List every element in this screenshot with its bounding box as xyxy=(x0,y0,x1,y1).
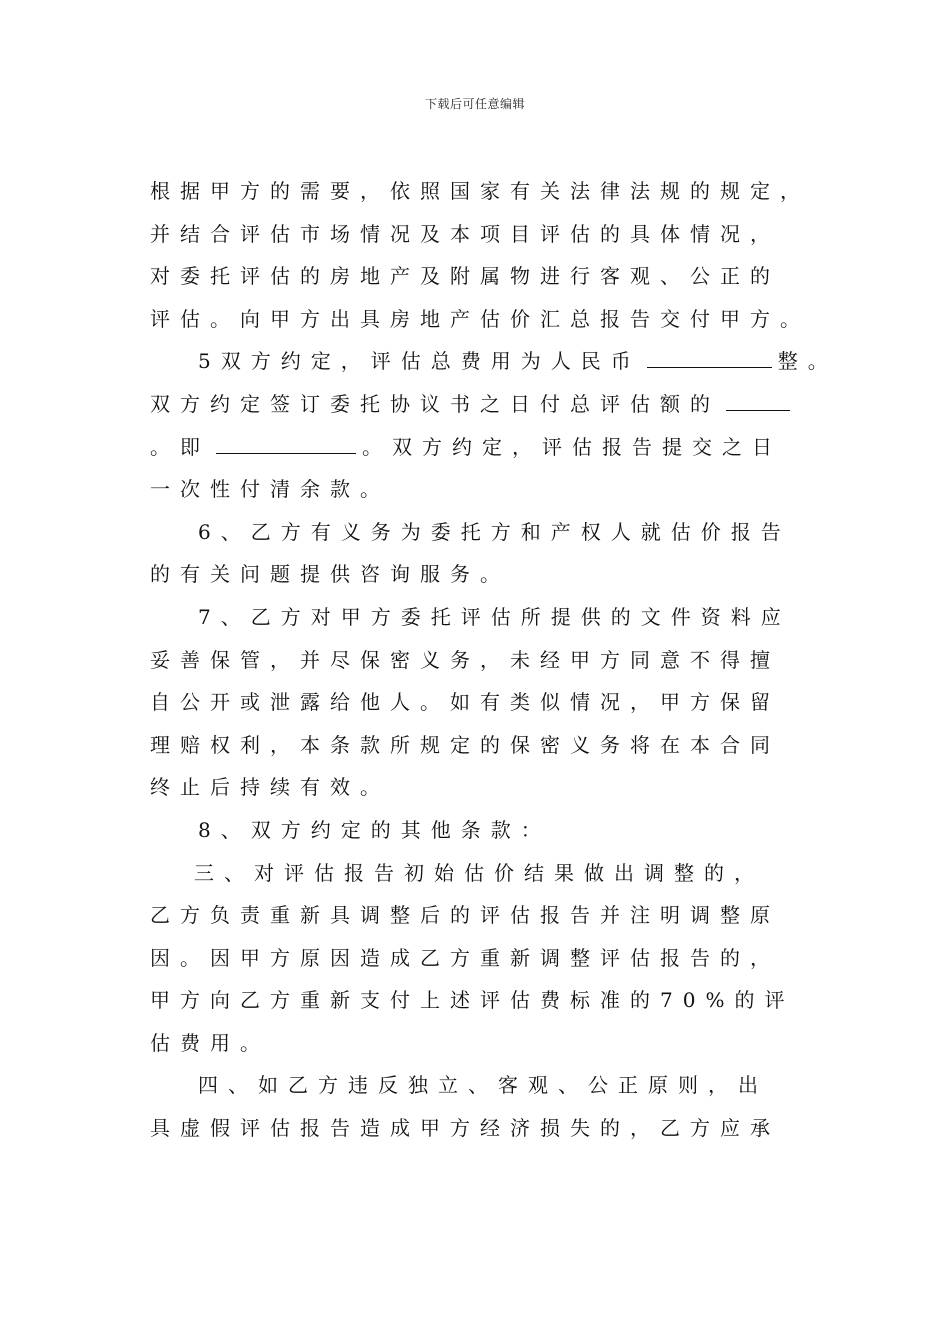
paragraph-line: 具虚假评估报告造成甲方经济损失的，乙方应承 xyxy=(150,1116,780,1141)
clause-6-line: 6、乙方有义务为委托方和产权人就估价报告 xyxy=(198,519,791,544)
payment-amount-prefix: 。即 xyxy=(150,434,210,459)
paragraph-line: 估费用。 xyxy=(150,1030,270,1055)
payment-amount-suffix: 。双方约定，评估报告提交之日 xyxy=(362,434,782,459)
fee-clause-text: 5双方约定，评估总费用为人民币 xyxy=(198,349,641,374)
paragraph-line: 并结合评估市场情况及本项目评估的具体情况， xyxy=(150,221,780,246)
paragraph-line: 评估。向甲方出具房地产估价汇总报告交付甲方。 xyxy=(150,306,810,331)
payment-clause-line xyxy=(150,383,840,426)
paragraph-line: 对委托评估的房地产及附属物进行客观、公正的 xyxy=(150,264,780,289)
fee-clause-suffix: 整。 xyxy=(777,349,838,374)
paragraph-line: 的有关问题提供咨询服务。 xyxy=(150,562,510,587)
paragraph-line: 甲方向乙方重新支付上述评估费标准的70%的评 xyxy=(150,988,795,1013)
payment-amount-line xyxy=(150,426,840,469)
paragraph-line: 一次性付清余款。 xyxy=(150,477,390,502)
paragraph-line: 终止后持续有效。 xyxy=(150,775,390,800)
payment-clause-text: 双方约定签订委托协议书之日付总评估额的 xyxy=(150,391,720,416)
clause-8-line: 8、双方约定的其他条款： xyxy=(198,817,551,842)
payment-ratio-blank xyxy=(726,390,790,411)
page-header: 下载后可任意编辑 xyxy=(424,97,525,111)
paragraph-line: 因。因甲方原因造成乙方重新调整评估报告的， xyxy=(150,945,780,970)
paragraph-line: 乙方负责重新具调整后的评估报告并注明调整原 xyxy=(150,903,780,928)
clause-7-line: 7、乙方对甲方委托评估所提供的文件资料应 xyxy=(198,604,791,629)
fee-amount-blank xyxy=(647,347,772,368)
contract-body xyxy=(150,170,840,1150)
section-3-line: 三、对评估报告初始估价结果做出调整的， xyxy=(194,860,764,885)
paragraph-line: 根据甲方的需要，依照国家有关法律法规的规定， xyxy=(150,179,810,203)
fee-clause-line xyxy=(150,340,840,383)
section-4-line: 四、如乙方违反独立、客观、公正原则，出 xyxy=(198,1073,768,1098)
payment-amount-blank xyxy=(216,433,356,454)
paragraph-line: 自公开或泄露给他人。如有类似情况，甲方保留 xyxy=(150,690,780,715)
paragraph-line: 理赔权利，本条款所规定的保密义务将在本合同 xyxy=(150,732,780,757)
paragraph-line: 妥善保管，并尽保密义务，未经甲方同意不得擅 xyxy=(150,647,780,672)
